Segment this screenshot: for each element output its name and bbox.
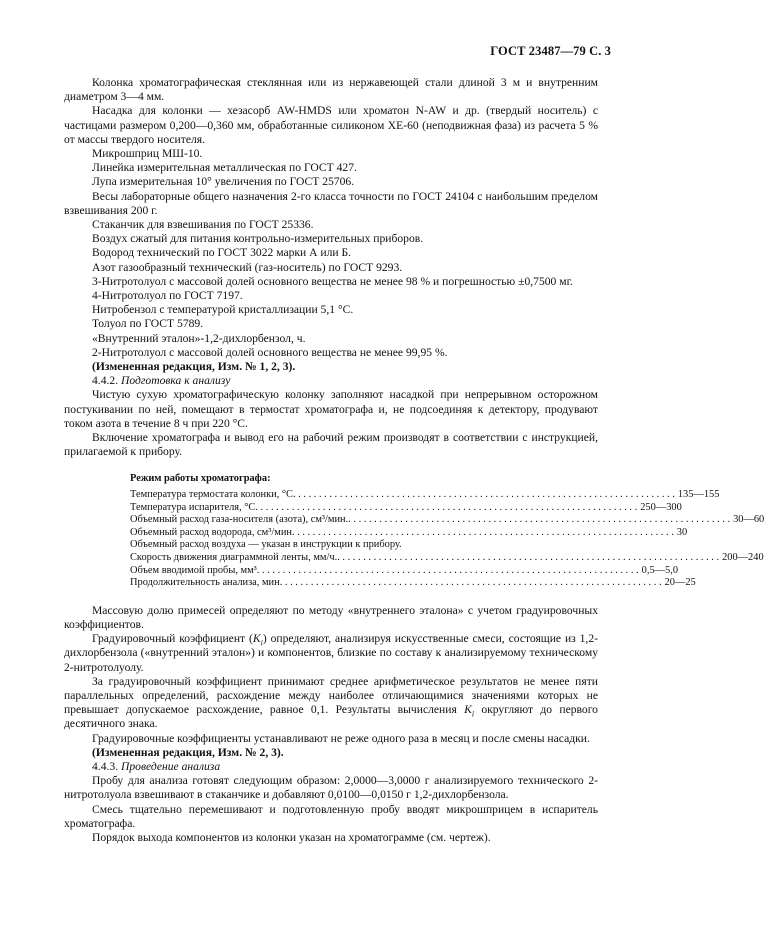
paragraph: [64, 675, 598, 732]
chromatograph-mode-table: [130, 473, 764, 589]
mode-row-label: Объемный расход воздуха — указан в инструкции к прибору.: [130, 539, 402, 551]
mode-row-value: 20—25: [664, 577, 696, 589]
section-title: Подготовка к анализу: [121, 374, 231, 388]
mode-row: [130, 539, 530, 552]
paragraph: Линейка измерительная металлическая по ГОСТ 427.: [92, 161, 357, 175]
page-header: ГОСТ 23487—79 С. 3: [490, 44, 611, 58]
symbol-k: K: [252, 632, 261, 646]
paragraph: 2-Нитротолуол с массовой долей основного вещества не менее 99,95 %.: [92, 345, 448, 359]
mode-row: [130, 564, 679, 578]
mode-row-label: Температура испарителя, °С: [130, 501, 256, 513]
dot-leader: [337, 552, 719, 565]
paragraph: Толуол по ГОСТ 5789.: [92, 317, 204, 331]
paragraph: Массовую долю примесей определяют по методу «внутреннего эталона» с учетом градуировочных коэффициентов.: [64, 603, 598, 632]
mode-row-value: 30—60: [733, 514, 764, 526]
dot-leader: [257, 565, 639, 578]
mode-row-value: 135—155: [677, 489, 720, 501]
dot-leader: [255, 502, 637, 515]
dot-leader: [293, 489, 675, 502]
section-heading-4-4-2: [64, 374, 598, 388]
paragraph: Смесь тщательно перемешивают и подготовленную пробу вводят микрошприцем в испаритель хроматографа.: [64, 802, 598, 830]
paragraph: Чистую сухую хроматографическую колонку заполняют насадкой при непрерывном осторожном постукивании по ней, помещают в термостат хроматографа и, не подсоединяя к детектору, продувают током азота в течение 8 ч при 220 °С.: [64, 388, 598, 430]
paragraph: Градуировочные коэффициенты устанавливают не реже одного раза в месяц и после смены насадки.: [92, 731, 590, 745]
paragraph: 4-Нитротолуол по ГОСТ 7197.: [92, 289, 243, 303]
mode-title: Режим работы хроматографа:: [130, 473, 271, 485]
paragraph: Нитробензол с температурой кристаллизации 5,1 °С.: [92, 303, 354, 317]
mode-row: [130, 526, 688, 540]
paragraph: Весы лабораторные общего назначения 2-го класса точности по ГОСТ 24104 с наибольшим пределом взвешивания 200 г.: [64, 189, 598, 217]
paragraph: Микрошприц МШ-10.: [92, 147, 203, 161]
mode-row-label: Объем вводимой пробы, мм³: [130, 564, 257, 576]
paragraph: Колонка хроматографическая стеклянная или из нержавеющей стали длиной 3 м и внутренним диаметром 3—4 мм.: [64, 76, 598, 104]
symbol-k: K: [464, 703, 472, 717]
mode-row-label: Температура термостата колонки, °С: [130, 489, 293, 501]
mode-row-value: 200—240: [722, 552, 764, 564]
paragraph: Лупа измерительная 10° увеличения по ГОСТ 25706.: [92, 175, 355, 189]
dot-leader: [348, 514, 730, 527]
text-run: округляют до первого десятичного знака.: [64, 703, 598, 731]
section-number: 4.4.2.: [92, 374, 119, 388]
paragraph: «Внутренний эталон»-1,2-дихлорбензол, ч.: [92, 331, 306, 345]
paragraph: Насадка для колонки — хезасорб AW-HMDS или хроматон N-AW и др. (твердый носитель) с частицами размером 0,200—0,360 мм, обработанные силиконом ХЕ-60 (неподвижная фаза) из расчета 5 % от массы твердого носителя.: [64, 104, 598, 146]
paragraph: Пробу для анализа готовят следующим образом: 2,0000—3,0000 г анализируемого технического 2-нитротолуола взвешивают в стаканчике и добавляют 0,0100—0,0150 г 1,2-дихлорбензола.: [64, 774, 598, 802]
mode-row: [130, 552, 764, 565]
document-body: [64, 76, 764, 845]
paragraph: Воздух сжатый для питания контрольно-измерительных приборов.: [92, 232, 424, 246]
mode-row-label: Объемный расход водорода, см³/мин: [130, 526, 292, 538]
text-run: За градуировочный коэффициент принимают среднее арифметическое результатов не менее пяти параллельных определений, расхождение между наиболее отличающимися значениями которых не превышает допускаемое расхождение, равное 0,1. Результаты вычисления: [64, 674, 598, 717]
symbol-subscript: i: [471, 709, 475, 719]
paragraph: Водород технический по ГОСТ 3022 марки А или Б.: [92, 246, 352, 260]
text-run: ) определяют, анализируя искусственные смеси, состоящие из 1,2-дихлорбензола («внутренний эталон») и компонентов, близкие по составу к анализируемому техническому 2-нитротолуолу.: [64, 632, 598, 674]
text-run: Градуировочный коэффициент (: [92, 632, 253, 646]
mode-row-label: Скорость движения диаграммной ленты, мм/ч.: [130, 552, 338, 564]
paragraph: 3-Нитротолуол с массовой долей основного вещества не менее 98 % и погрешностью ±0,7500 мг.: [92, 274, 573, 288]
amendment-note: (Измененная редакция, Изм. № 1, 2, 3).: [92, 360, 296, 374]
paragraph: Стаканчик для взвешивания по ГОСТ 25336.: [92, 218, 314, 232]
paragraph: Включение хроматографа и вывод его на рабочий режим производят в соответствии с инструкцией, прилагаемой к прибору.: [64, 431, 598, 459]
paragraph: [64, 632, 598, 675]
mode-row-value: 250—300: [640, 501, 682, 513]
mode-row: [130, 577, 696, 590]
paragraph: Порядок выхода компонентов из колонки указан на хроматограмме (см. чертеж).: [92, 831, 491, 845]
amendment-note: (Измененная редакция, Изм. № 2, 3).: [92, 745, 284, 759]
paragraph: Азот газообразный технический (газ-носитель) по ГОСТ 9293.: [92, 260, 403, 274]
mode-row: [130, 514, 764, 527]
mode-row-label: Продолжительность анализа, мин: [130, 577, 280, 589]
section-title: Проведение анализа: [121, 760, 221, 774]
dot-leader: [280, 577, 662, 590]
section-number: 4.4.3.: [92, 760, 119, 774]
mode-row-label: Объемный расход газа-носителя (азота), см³/мин.: [130, 514, 349, 526]
mode-row: [130, 489, 720, 502]
dot-leader: [292, 527, 674, 540]
symbol-subscript: i: [260, 638, 263, 648]
mode-row-value: 0,5—5,0: [641, 564, 679, 576]
mode-row: [130, 501, 682, 515]
section-heading-4-4-3: [64, 760, 598, 774]
mode-row-value: 30: [676, 526, 688, 538]
